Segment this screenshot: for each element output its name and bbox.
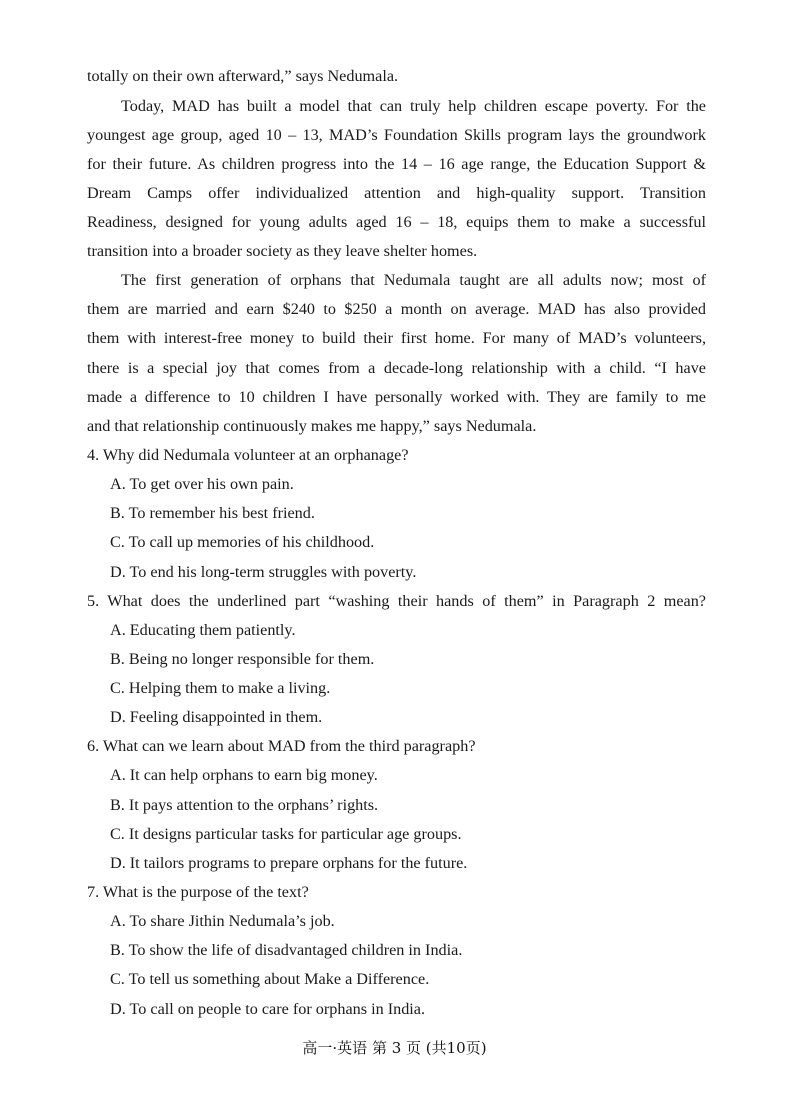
paragraph-4-line: and that relationship continuously makes me happy,” says Nedumala.	[87, 417, 537, 435]
paragraph-2-end: totally on their own afterward,” says Nedumala.	[87, 67, 399, 85]
paragraph-3-line: transition into a broader society as they leave shelter homes.	[87, 242, 478, 260]
question-5-option-d: D. Feeling disappointed in them.	[110, 708, 323, 726]
question-7-option-d: D. To call on people to care for orphans in India.	[110, 1000, 426, 1018]
paragraph-3-line: Readiness, designed for young adults aged 16 – 18, equips them to make a successful	[87, 213, 706, 231]
question-5-stem: 5. What does the underlined part “washing their hands of them” in Paragraph 2 mean?	[87, 592, 706, 610]
paragraph-4-line: there is a special joy that comes from a decade-long relationship with a child. “I have	[87, 359, 706, 377]
question-5-option-c: C. Helping them to make a living.	[110, 679, 331, 697]
question-7-stem: 7. What is the purpose of the text?	[87, 883, 309, 901]
question-6-option-b: B. It pays attention to the orphans’ rights.	[110, 796, 379, 814]
paragraph-3-line: Dream Camps offer individualized attention and high-quality support. Transition	[87, 184, 706, 202]
question-4-option-c: C. To call up memories of his childhood.	[110, 533, 375, 551]
question-7-option-a: A. To share Jithin Nedumala’s job.	[110, 912, 335, 930]
question-4-option-b: B. To remember his best friend.	[110, 504, 315, 522]
question-5-option-a: A. Educating them patiently.	[110, 621, 296, 639]
question-4-option-a: A. To get over his own pain.	[110, 475, 294, 493]
paragraph-3-line: Today, MAD has built a model that can truly help children escape poverty. For the	[121, 97, 706, 115]
question-6-option-c: C. It designs particular tasks for particular age groups.	[110, 825, 462, 843]
question-4-option-d: D. To end his long-term struggles with poverty.	[110, 563, 417, 581]
question-7-option-b: B. To show the life of disadvantaged children in India.	[110, 941, 463, 959]
question-4-stem: 4. Why did Nedumala volunteer at an orphanage?	[87, 446, 409, 464]
question-7-option-c: C. To tell us something about Make a Difference.	[110, 970, 430, 988]
question-6-option-d: D. It tailors programs to prepare orphans for the future.	[110, 854, 468, 872]
paragraph-4-line: them are married and earn $240 to $250 a month on average. MAD has also provided	[87, 300, 706, 318]
page-footer: 高一·英语 第 3 页 (共10页)	[302, 1039, 487, 1057]
paragraph-3-line: for their future. As children progress into the 14 – 16 age range, the Education Support &	[87, 155, 706, 173]
paragraph-4-line: made a difference to 10 children I have personally worked with. They are family to me	[87, 388, 706, 406]
paragraph-4-line: The first generation of orphans that Nedumala taught are all adults now; most of	[121, 271, 706, 289]
paragraph-3-line: youngest age group, aged 10 – 13, MAD’s Foundation Skills program lays the groundwork	[87, 126, 706, 144]
paragraph-4-line: them with interest-free money to build their first home. For many of MAD’s volunteers,	[87, 329, 706, 347]
question-6-option-a: A. It can help orphans to earn big money.	[110, 766, 378, 784]
question-5-option-b: B. Being no longer responsible for them.	[110, 650, 375, 668]
question-6-stem: 6. What can we learn about MAD from the third paragraph?	[87, 737, 476, 755]
